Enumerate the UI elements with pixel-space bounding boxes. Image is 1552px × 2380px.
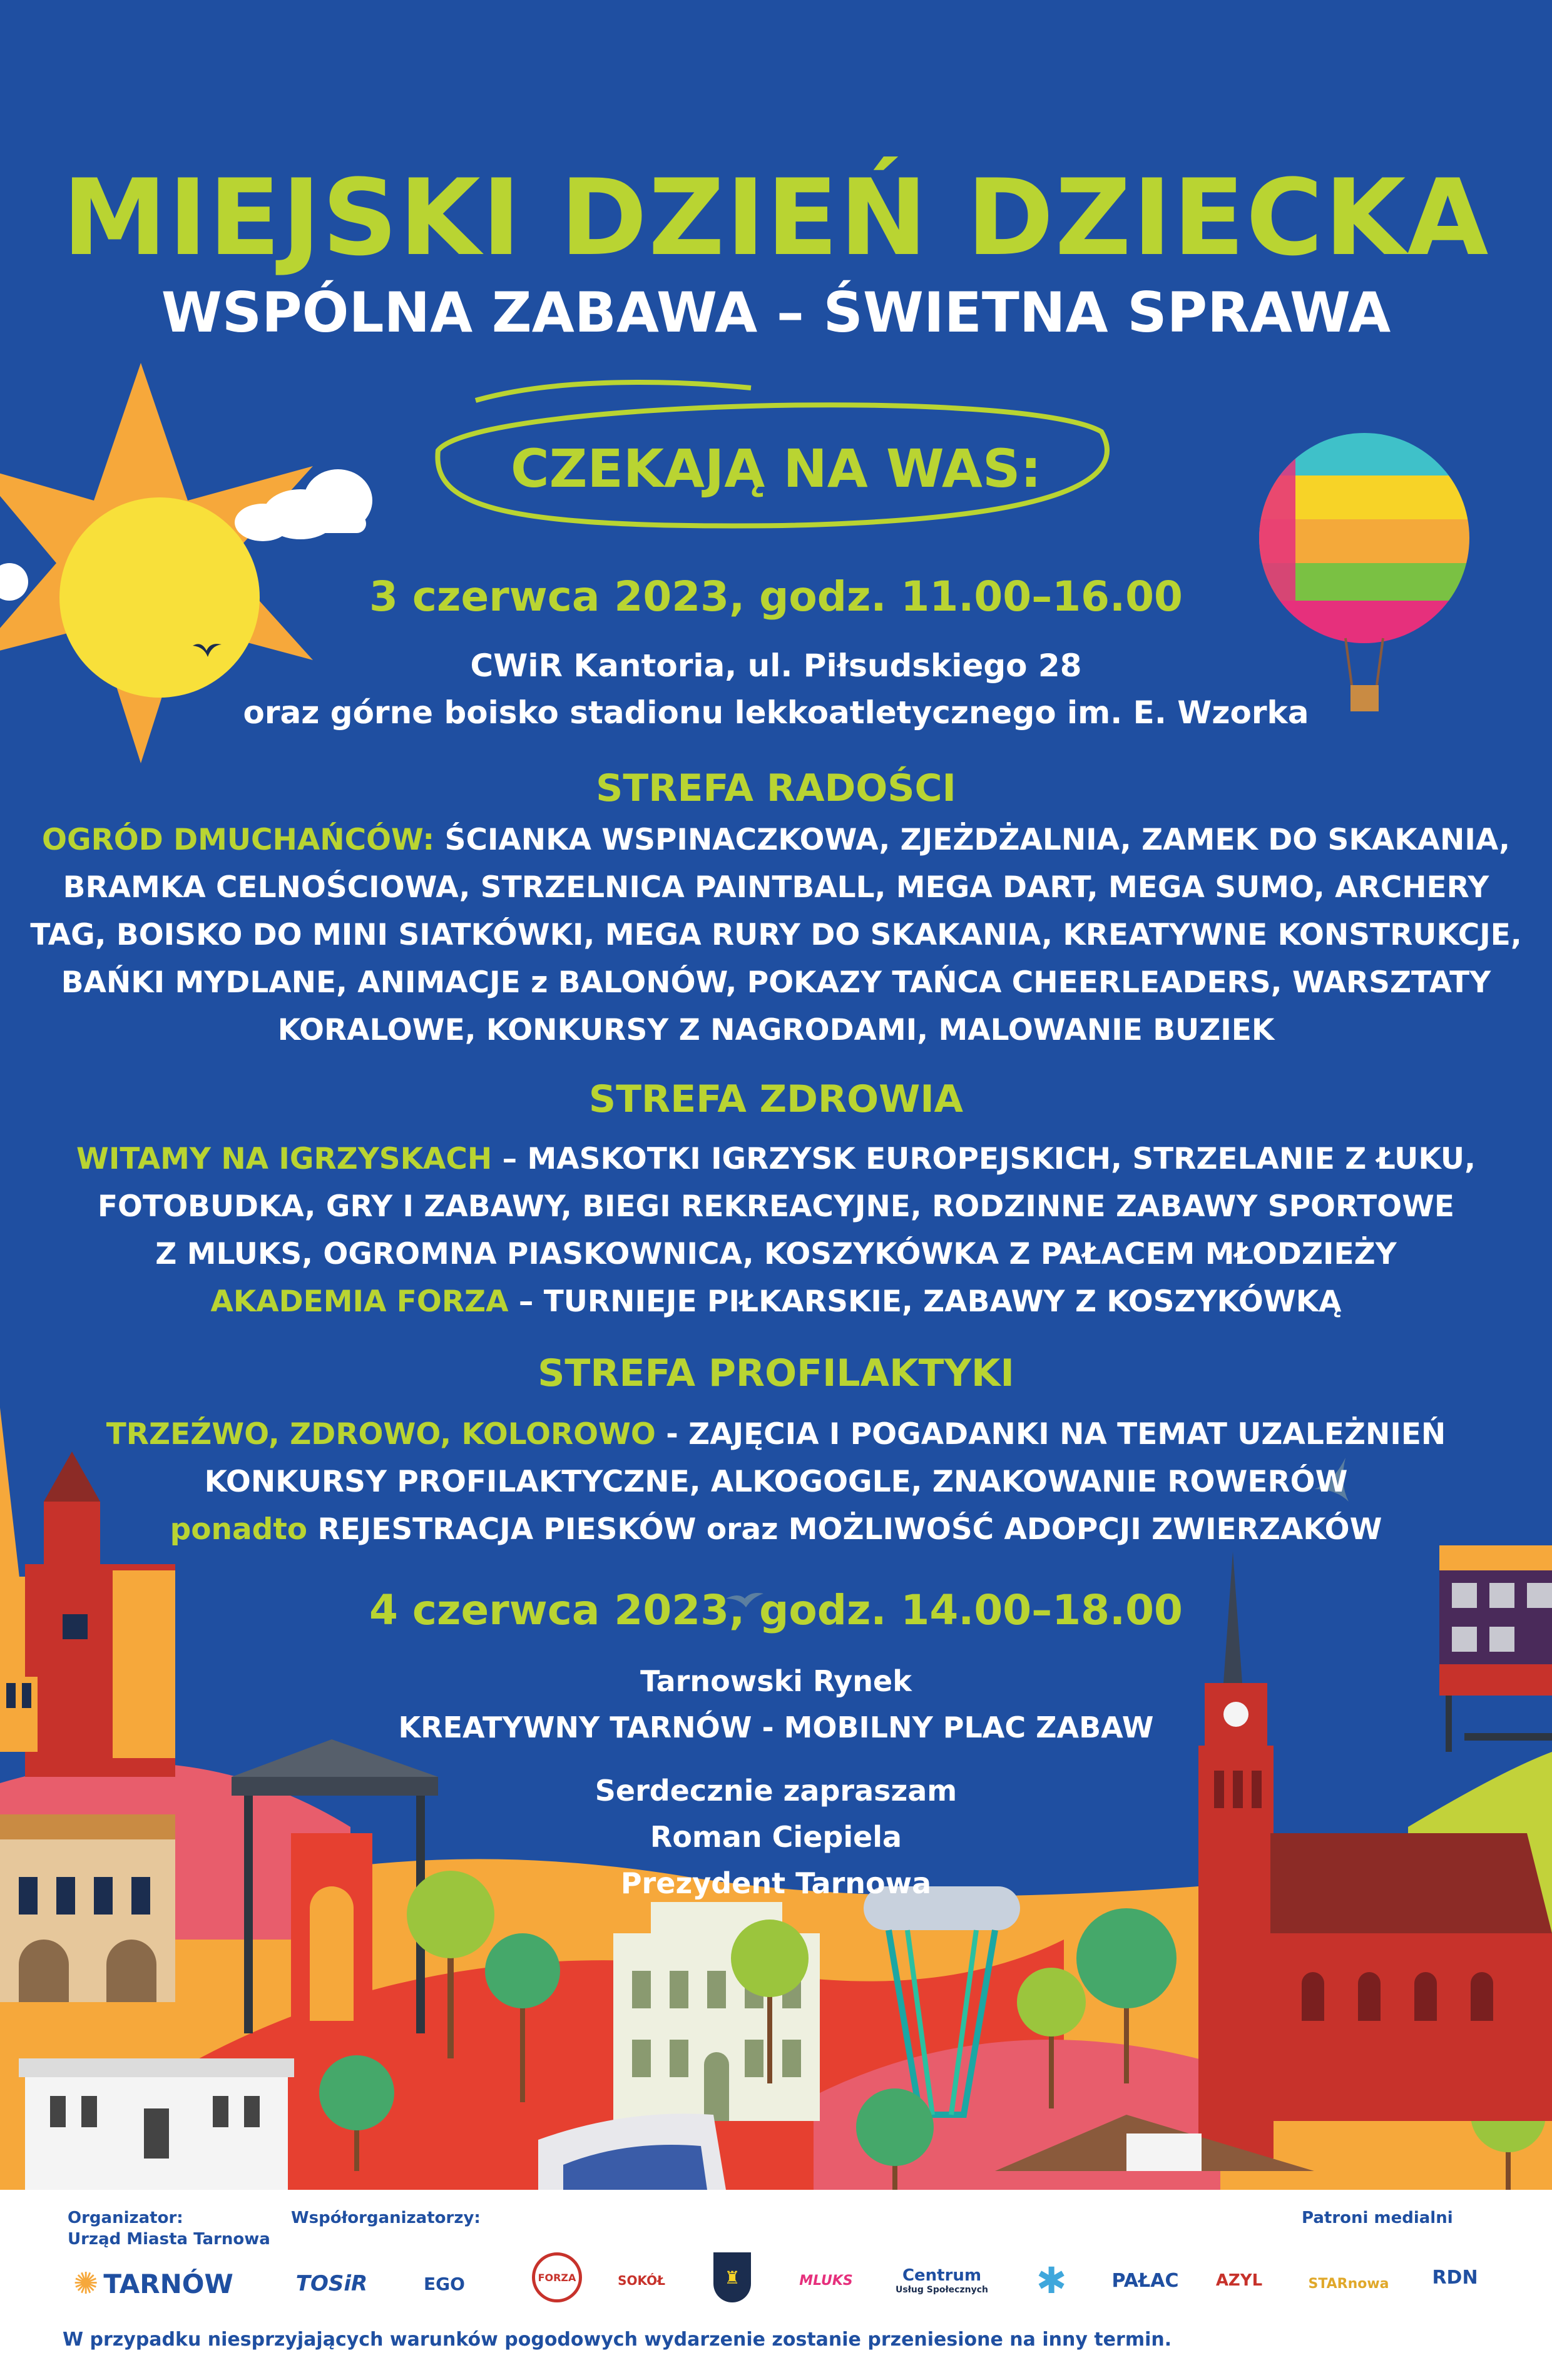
star-of-life-icon: ✱ (1036, 2259, 1067, 2302)
zone-zdrowia-lead2: AKADEMIA FORZA (210, 1284, 509, 1319)
crest-logo (713, 2252, 751, 2302)
zone-profilaktyki-line: TRZEŹWO, ZDROWO, KOLOROWO - ZAJĘCIA I POGADANKI NA TEMAT UZALEŻNIEŃ (106, 1417, 1446, 1452)
day2-place: Tarnowski Rynek (640, 1664, 912, 1698)
zone-profilaktyki-lead: TRZEŹWO, ZDROWO, KOLOROWO (106, 1417, 656, 1452)
zone-zdrowia-list (0, 1136, 1552, 1326)
zone-zdrowia-line: FOTOBUDKA, GRY I ZABAWY, BIEGI REKREACYJNE, RODZINNE ZABAWY SPORTOWE (97, 1189, 1455, 1224)
mluks-logo: MLUKS (799, 2272, 853, 2289)
page-subtitle: WSPÓLNA ZABAWA – ŚWIETNA SPRAWA (161, 280, 1391, 345)
forza-logo: FORZA (532, 2252, 582, 2302)
page-title: MIEJSKI DZIEŃ DZIECKA (62, 156, 1490, 279)
starnowa-logo: STARnowa (1308, 2276, 1389, 2292)
villa-illustration (19, 2058, 294, 2190)
zone-profilaktyki-line: ponadto REJESTRACJA PIESKÓW oraz MOŻLIWOŚĆ ADOPCJI ZWIERZAKÓW (170, 1512, 1382, 1547)
zone-profilaktyki-lead2: ponadto (170, 1512, 308, 1547)
zone-zdrowia-line: AKADEMIA FORZA – TURNIEJE PIŁKARSKIE, ZABAWY Z KOSZYKÓWKĄ (210, 1284, 1342, 1319)
sun-icon: ✺ (73, 2266, 99, 2301)
rdn-logo: RDN (1432, 2266, 1478, 2289)
day2-date: 4 czerwca 2023, godz. 14.00–18.00 (369, 1586, 1183, 1634)
ego-logo: EGO (424, 2273, 465, 2294)
day2-event: KREATYWNY TARNÓW - MOBILNY PLAC ZABAW (398, 1711, 1154, 1744)
crest-icon: ♜ (724, 2267, 740, 2288)
centrum-logo: Centrum Usług Społecznych (896, 2266, 988, 2295)
day1-venue-line1: CWiR Kantoria, ul. Piłsudskiego 28 (470, 648, 1082, 684)
zone-radosci-line: TAG, BOISKO DO MINI SIATKÓWKI, MEGA RURY DO SKAKANIA, KREATYWNE KONSTRUKCJE, (30, 918, 1522, 952)
tosir-logo: TOSiR (295, 2271, 368, 2296)
tarnow-logo: ✺ TARNÓW (73, 2266, 233, 2301)
sokol-logo: SOKÓŁ (618, 2273, 665, 2288)
zone-radosci-line: OGRÓD DMUCHAŃCÓW: ŚCIANKA WSPINACZKOWA, ZJEŻDŻALNIA, ZAMEK DO SKAKANIA, (42, 823, 1510, 857)
banner-heading: CZEKAJĄ NA WAS: (510, 438, 1042, 499)
zone-radosci-heading: STREFA RADOŚCI (596, 766, 956, 810)
zone-zdrowia-line: Z MLUKS, OGROMNA PIASKOWNICA, KOSZYKÓWKA Z PAŁACEM MŁODZIEŻY (155, 1237, 1397, 1271)
zone-radosci-line: BAŃKI MYDLANE, ANIMACJE z BALONÓW, POKAZY TAŃCA CHEERLEADERS, WARSZTATY (61, 965, 1491, 1000)
coorganizers-label: Współorganizatorzy: (291, 2209, 481, 2227)
closing-greeting: Serdecznie zapraszam (595, 1774, 957, 1808)
organizer-name: Urząd Miasta Tarnowa (68, 2230, 270, 2249)
media-patrons-label: Patroni medialni (1302, 2209, 1453, 2227)
zone-profilaktyki-list (0, 1411, 1552, 1554)
organizer-label: Organizator: (68, 2209, 183, 2227)
zone-profilaktyki-line: KONKURSY PROFILAKTYCZNE, ALKOGOGLE, ZNAKOWANIE ROWERÓW (204, 1465, 1348, 1499)
zone-zdrowia-lead: WITAMY NA IGRZYSKACH (76, 1142, 493, 1176)
palac-logo: PAŁAC (1111, 2269, 1179, 2292)
zone-zdrowia-heading: STREFA ZDROWIA (588, 1077, 964, 1121)
closing-name: Roman Ciepiela (650, 1820, 902, 1854)
day1-date: 3 czerwca 2023, godz. 11.00–16.00 (369, 572, 1183, 621)
zone-radosci-list (0, 816, 1552, 1054)
zone-radosci-lead: OGRÓD DMUCHAŃCÓW: (42, 823, 435, 857)
zone-radosci-line: KORALOWE, KONKURSY Z NAGRODAMI, MALOWANIE BUZIEK (277, 1013, 1275, 1047)
closing-role: Prezydent Tarnowa (620, 1866, 932, 1900)
weather-note: W przypadku niesprzyjających warunków pogodowych wydarzenie zostanie przeniesione na inny termin. (63, 2329, 1172, 2351)
zone-radosci-line: BRAMKA CELNOŚCIOWA, STRZELNICA PAINTBALL, MEGA DART, MEGA SUMO, ARCHERY (63, 870, 1489, 905)
azyl-logo: AZYL (1215, 2271, 1263, 2290)
zone-profilaktyki-heading: STREFA PROFILAKTYKI (538, 1351, 1014, 1395)
zone-zdrowia-line: WITAMY NA IGRZYSKACH – MASKOTKI IGRZYSK EUROPEJSKICH, STRZELANIE Z ŁUKU, (76, 1142, 1476, 1176)
medical-star-logo (1026, 2255, 1076, 2306)
day1-venue-line2: oraz górne boisko stadionu lekkoatletycznego im. E. Wzorka (243, 694, 1309, 731)
